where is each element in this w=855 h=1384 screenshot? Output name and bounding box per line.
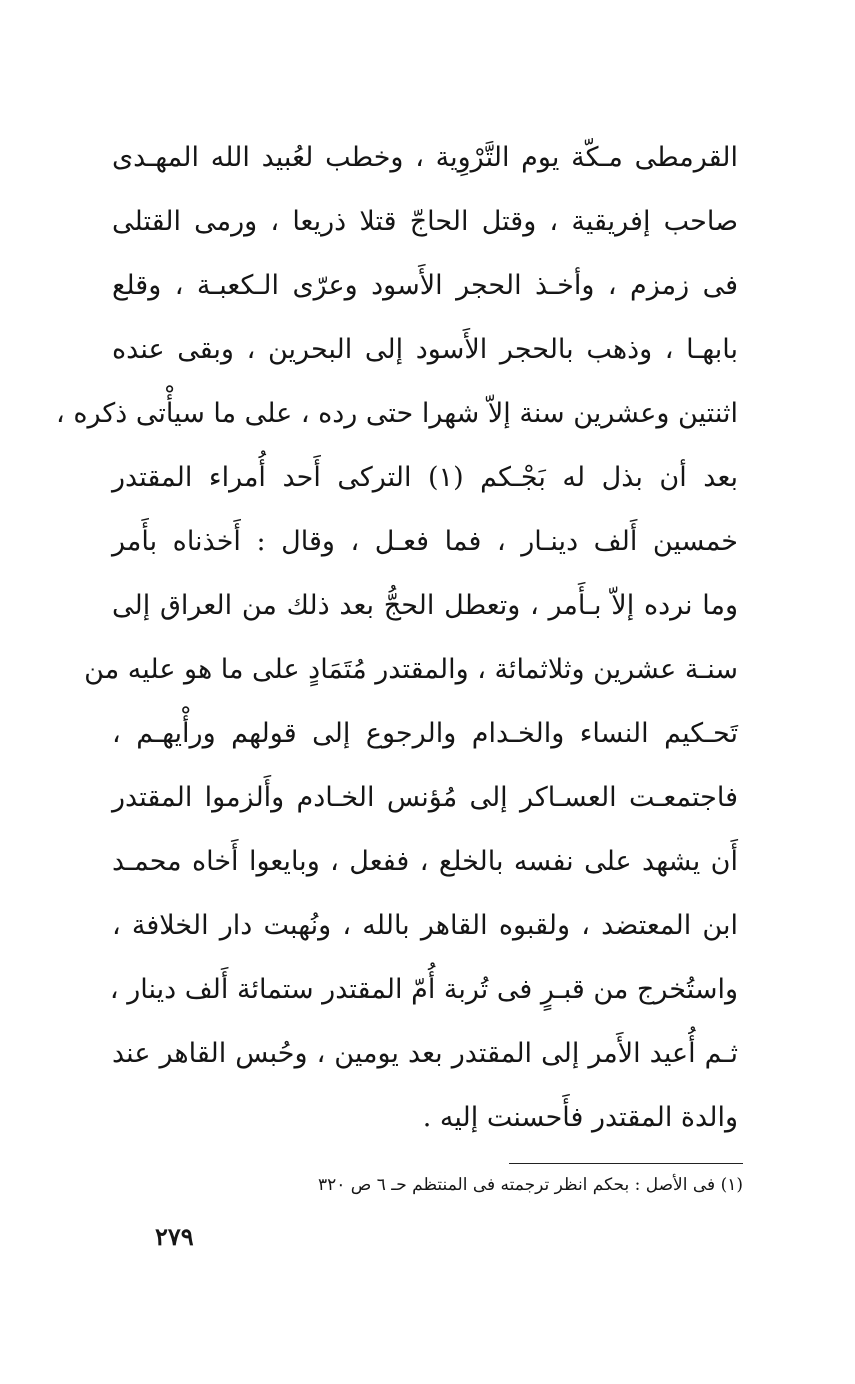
text-line-6: بعد أن بذل له بَجْـكم (١) التركى أَحد أُمراء المقتدر <box>112 462 738 493</box>
text-line-2: صاحب إفريقية ، وقتل الحاجّ قتلا ذريعا ، ورمى القتلى <box>112 206 738 237</box>
text-line-10: تَحـكيم النساء والخـدام والرجوع إلى قولهم ورأْيهـم ، <box>112 718 738 749</box>
text-line-16: والدة المقتدر فأَحسنت إليه . <box>422 1102 738 1133</box>
text-line-8: وما نرده إلاّ بـأَمر ، وتعطل الحجُّ بعد ذلك من العراق إلى <box>112 590 738 621</box>
text-line-12: أَن يشهد على نفسه بالخلع ، ففعل ، وبايعوا أَخاه محمـد <box>112 846 738 877</box>
footnote: (١) فى الأصل : بحكم انظر ترجمته فى المنتظم حـ ٦ ص ٣٢٠ <box>317 1175 743 1195</box>
text-line-9: سنـة عشرين وثلاثمائة ، والمقتدر مُتَمَادٍ على ما هو عليه من <box>84 654 738 685</box>
text-line-14: واستُخرج من قبـرٍ فى تُربة أُمّ المقتدر ستمائة أَلف دينار ، <box>109 974 738 1005</box>
footnote-divider <box>509 1163 743 1164</box>
page-number: ٢٧٩ <box>155 1222 194 1251</box>
text-line-15: ثـم أُعيد الأَمر إلى المقتدر بعد يومين ، وحُبس القاهر عند <box>112 1038 738 1069</box>
text-line-11: فاجتمعـت العسـاكر إلى مُؤنس الخـادم وأَلزموا المقتدر <box>112 782 738 813</box>
text-line-4: بابهـا ، وذهب بالحجر الأَسود إلى البحرين ، وبقى عنده <box>112 334 738 365</box>
text-line-3: فى زمزم ، وأخـذ الحجر الأَسود وعرّى الـكعبـة ، وقلع <box>112 270 738 301</box>
text-line-7: خمسين أَلف دينـار ، فما فعـل ، وقال : أَخذناه بأَمر <box>112 526 738 557</box>
body-text <box>56 126 738 1150</box>
text-line-5: اثنتين وعشرين سنة إلاّ شهرا حتى رده ، على ما سيأْتى ذكره ، <box>56 398 738 429</box>
text-line-1: القرمطى مـكّة يوم التَّرْوِية ، وخطب لعُبيد الله المهـدى <box>112 142 738 173</box>
text-line-13: ابن المعتضد ، ولقبوه القاهر بالله ، ونُهبت دار الخلافة ، <box>112 910 738 941</box>
